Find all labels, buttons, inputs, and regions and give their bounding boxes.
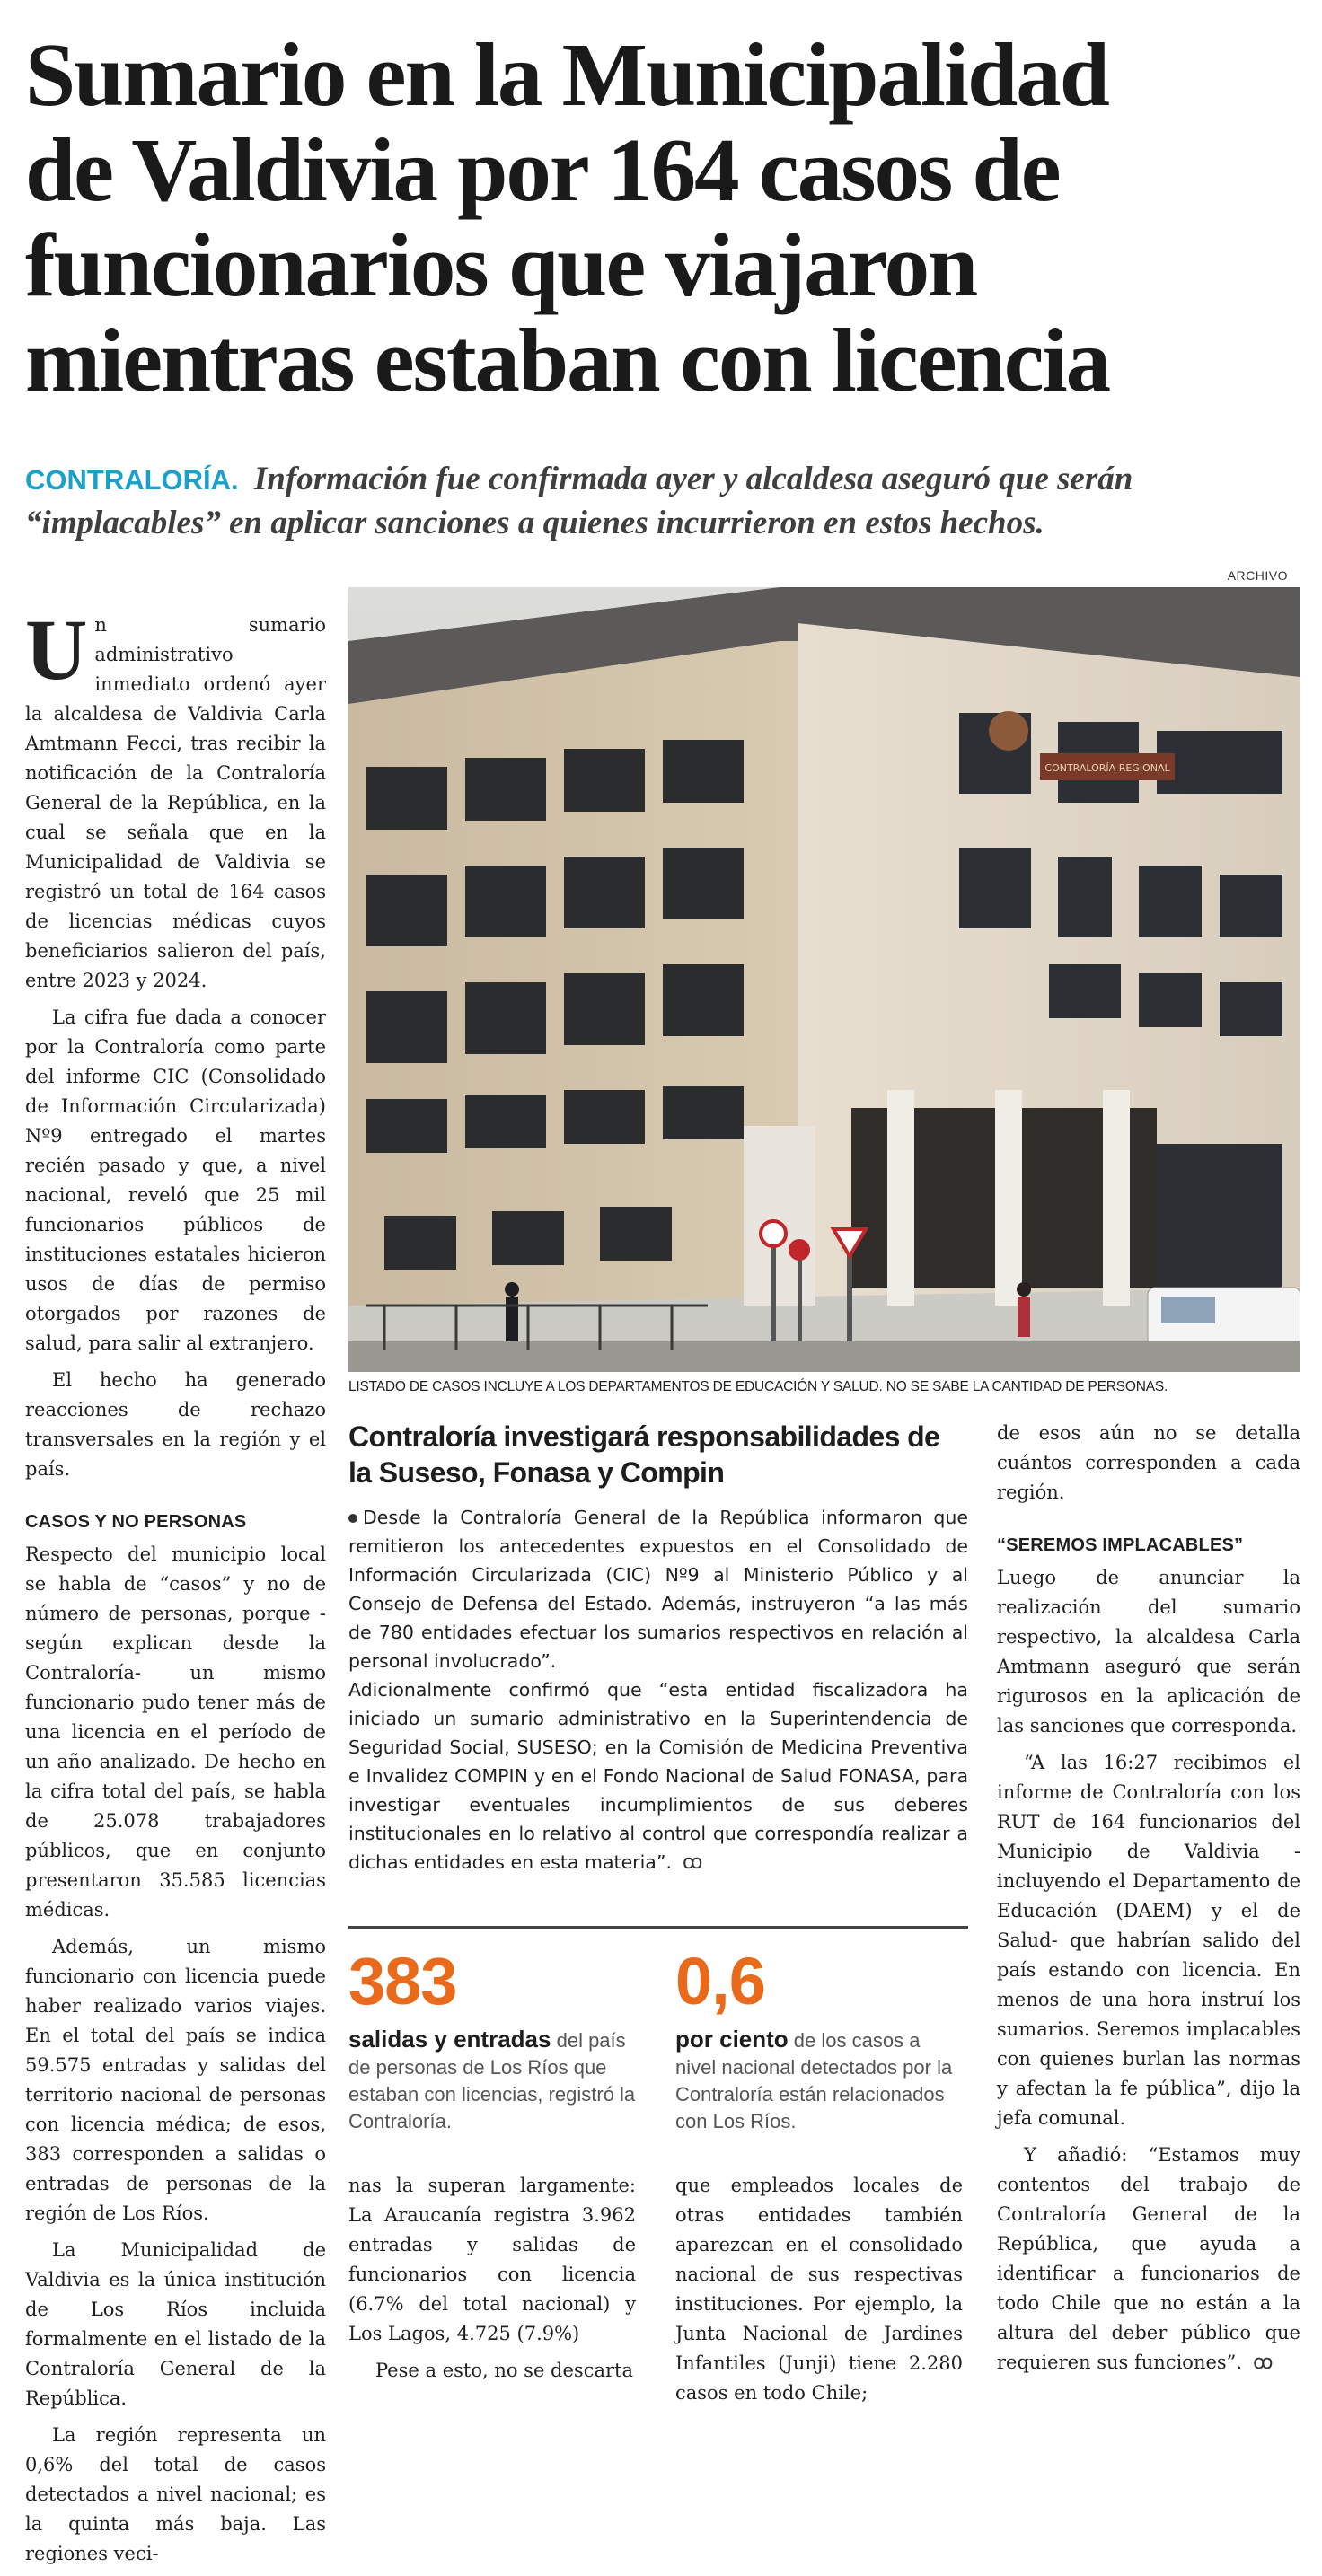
subhead: CASOS Y NO PERSONAS (25, 1512, 247, 1532)
headline (25, 24, 1300, 410)
body-paragraph: que empleados locales de otras entidades también aparezcan en el consolidado nacional de sus respectivas instituciones. Por ejemplo, la Junta Nacional de Jardines Infantiles (Junji) tiene 2.280 casos en todo Chile; (675, 2175, 963, 2404)
body-paragraph: Además, un mismo funcionario con licencia puede haber realizado varios viajes. En el total del país se indica 59.575 entradas y salidas del territorio nacional de personas con licencia médica; de esos, 383 corresponden a salidas o entradas de personas de la región de Los Ríos. (25, 1936, 326, 2224)
right-column (997, 1419, 1300, 2385)
headline-line: mientras estaban con licencia (25, 310, 1110, 410)
body-paragraph: Respecto del municipio local se habla de “casos” y no de número de personas, porque -según explican desde la Contraloría- un mismo funcionario pudo tener más de una licencia en el período de un año analizado. De hecho en la cifra total del país, se habla de 25.078 trabajadores públicos, que en conjunto presentaron 35.585 licencias médicas. (25, 1543, 326, 1921)
bullet-icon (348, 1514, 357, 1523)
body-paragraph: La cifra fue dada a conocer por la Contraloría como parte del informe CIC (Consolidado de Información Circularizada) Nº9 entregado el martes recién pasado y que, a nivel nacional, reveló que 25 mil funcionarios públicos de instituciones estatales hicieron usos de días de permiso otorgados por razones de salud, para salir al extranjero. (25, 1007, 326, 1354)
left-column (25, 602, 326, 2576)
box-body (348, 1503, 968, 1877)
headline-line: de Valdivia por 164 casos de (25, 119, 1060, 220)
body-paragraph: Un sumario administrativo inmediato ordenó ayer la alcaldesa de Valdivia Carla Amtmann Fecci, tras recibir la notificación de la Contraloría General de la República, en la cual se señala que en la Municipalidad de Valdivia se registró un total de 164 casos de licencias médicas cuyos beneficiarios salieron del país, entre 2023 y 2024. (25, 602, 326, 991)
stat-number: 383 (348, 1944, 457, 2018)
section-label: CONTRALORÍA. (25, 464, 239, 496)
lead (25, 458, 1300, 545)
crest-icon (989, 711, 1028, 751)
no-entry-icon (789, 1239, 810, 1261)
building-sign: CONTRALORÍA REGIONAL (1044, 762, 1170, 774)
stat-number: 0,6 (675, 1944, 765, 2018)
road-sign-icon (761, 1221, 786, 1246)
stat-desc: de los casos a nivel nacional detectados por la Contraloría están relacionados con Los Ríos. (675, 2029, 953, 2132)
body-paragraph: “A las 16:27 recibimos el informe de Contraloría con los RUT de 164 funcionarios del Municipio de Valdivia -incluyendo el Departamento de Educación (DAEM) y el de Salud- que habrían salido del país estando con licencia. En menos de una hora instruí los sumarios. Seremos implacables con quienes burlan las normas y afectan la fe pública”, dijo la jefa comunal. (997, 1752, 1300, 2129)
body-paragraph: El hecho ha generado reacciones de rechazo transversales en la región y el país. (25, 1369, 326, 1480)
subhead: “SEREMOS IMPLACABLES” (997, 1535, 1244, 1555)
sidebar-box (348, 1419, 968, 1877)
stat-block (348, 1944, 636, 2135)
photo-caption: LISTADO DE CASOS INCLUYE A LOS DEPARTAMENTOS DE EDUCACIÓN Y SALUD. NO SE SABE LA CANTIDAD DE PERSONAS. (348, 1379, 1168, 1394)
body-paragraph: La región representa un 0,6% del total de casos detectados a nivel nacional; es la quinta más baja. Las regiones veci- (25, 2424, 326, 2564)
stat-text (348, 2026, 636, 2135)
stat-text (675, 2026, 963, 2135)
body-paragraph: Luego de anunciar la realización del sumario respectivo, la alcaldesa Carla Amtmann aseguró que serán rigurosos en la aplicación de las sanciones que corresponda. (997, 1567, 1300, 1736)
box-paragraph: Adicionalmente confirmó que “esta entidad fiscalizadora ha iniciado un sumario administrativo en la Superintendencia de Seguridad Social, SUSESO; en la Comisión de Medicina Preventiva e Invalidez COMPIN y en el Fondo Nacional de Salud FONASA, para investigar eventuales incumplimientos de sus deberes institucionales en lo relativo al control que correspondía realizar a dichas entidades en esta materia”. (348, 1679, 968, 1873)
body-paragraph: de esos aún no se detalla cuántos corresponden a cada región. (997, 1422, 1300, 1503)
lead-text: Información fue confirmada ayer y alcaldesa aseguró que serán “implacables” en aplicar sanciones a quienes incurrieron en estos hechos. (25, 461, 1133, 541)
divider (348, 1926, 968, 1929)
stat-bold: salidas y entradas (348, 2026, 551, 2053)
body-paragraph (997, 2141, 1300, 2378)
headline-line: funcionarios que viajaron (25, 215, 977, 315)
box-title: Contraloría investigará responsabilidades de la Suseso, Fonasa y Compin (348, 1420, 940, 1489)
middle-column-a (348, 2171, 636, 2393)
headline-line: Sumario en la Municipalidad (25, 24, 1108, 125)
stat-block (675, 1944, 963, 2135)
stat-desc: del país de personas de Los Ríos que estaban con licencias, registró la Contraloría. (348, 2029, 636, 2132)
end-mark-icon: ꝏ (683, 1851, 703, 1874)
box-paragraph: Desde la Contraloría General de la República informaron que remitieron los antecedentes expuestos en el Consolidado de Información Circularizada (CIC) Nº9 al Ministerio Público y al Consejo de Defensa del Estado. Además, instruyeron “a las más de 780 entidades efectuar los sumarios respectivos en relación al personal involucrado”. (348, 1507, 968, 1672)
body-paragraph: nas la superan largamente: La Araucanía registra 3.962 entradas y salidas de funcionarios con licencia (6.7% del total nacional) y Los Lagos, 4.725 (7.9%) (348, 2175, 636, 2344)
body-paragraph: Pese a esto, no se descarta (375, 2360, 633, 2381)
middle-column-b (675, 2171, 963, 2415)
photo-credit: ARCHIVO (1227, 568, 1288, 583)
building-photo (348, 587, 1300, 1372)
end-mark-icon: ꝏ (1253, 2352, 1274, 2374)
body-paragraph: La Municipalidad de Valdivia es la única institución de Los Ríos incluida formalmente en el listado de la Contraloría General de la República. (25, 2239, 326, 2409)
body-text: Y añadió: “Estamos muy contentos del trabajo de Contraloría General de la República, que ayuda a identificar a funcionarios de todo Chile que no están a la altura del deber público que requieren sus funciones”. (997, 2144, 1300, 2373)
stat-bold: por ciento (675, 2026, 789, 2053)
